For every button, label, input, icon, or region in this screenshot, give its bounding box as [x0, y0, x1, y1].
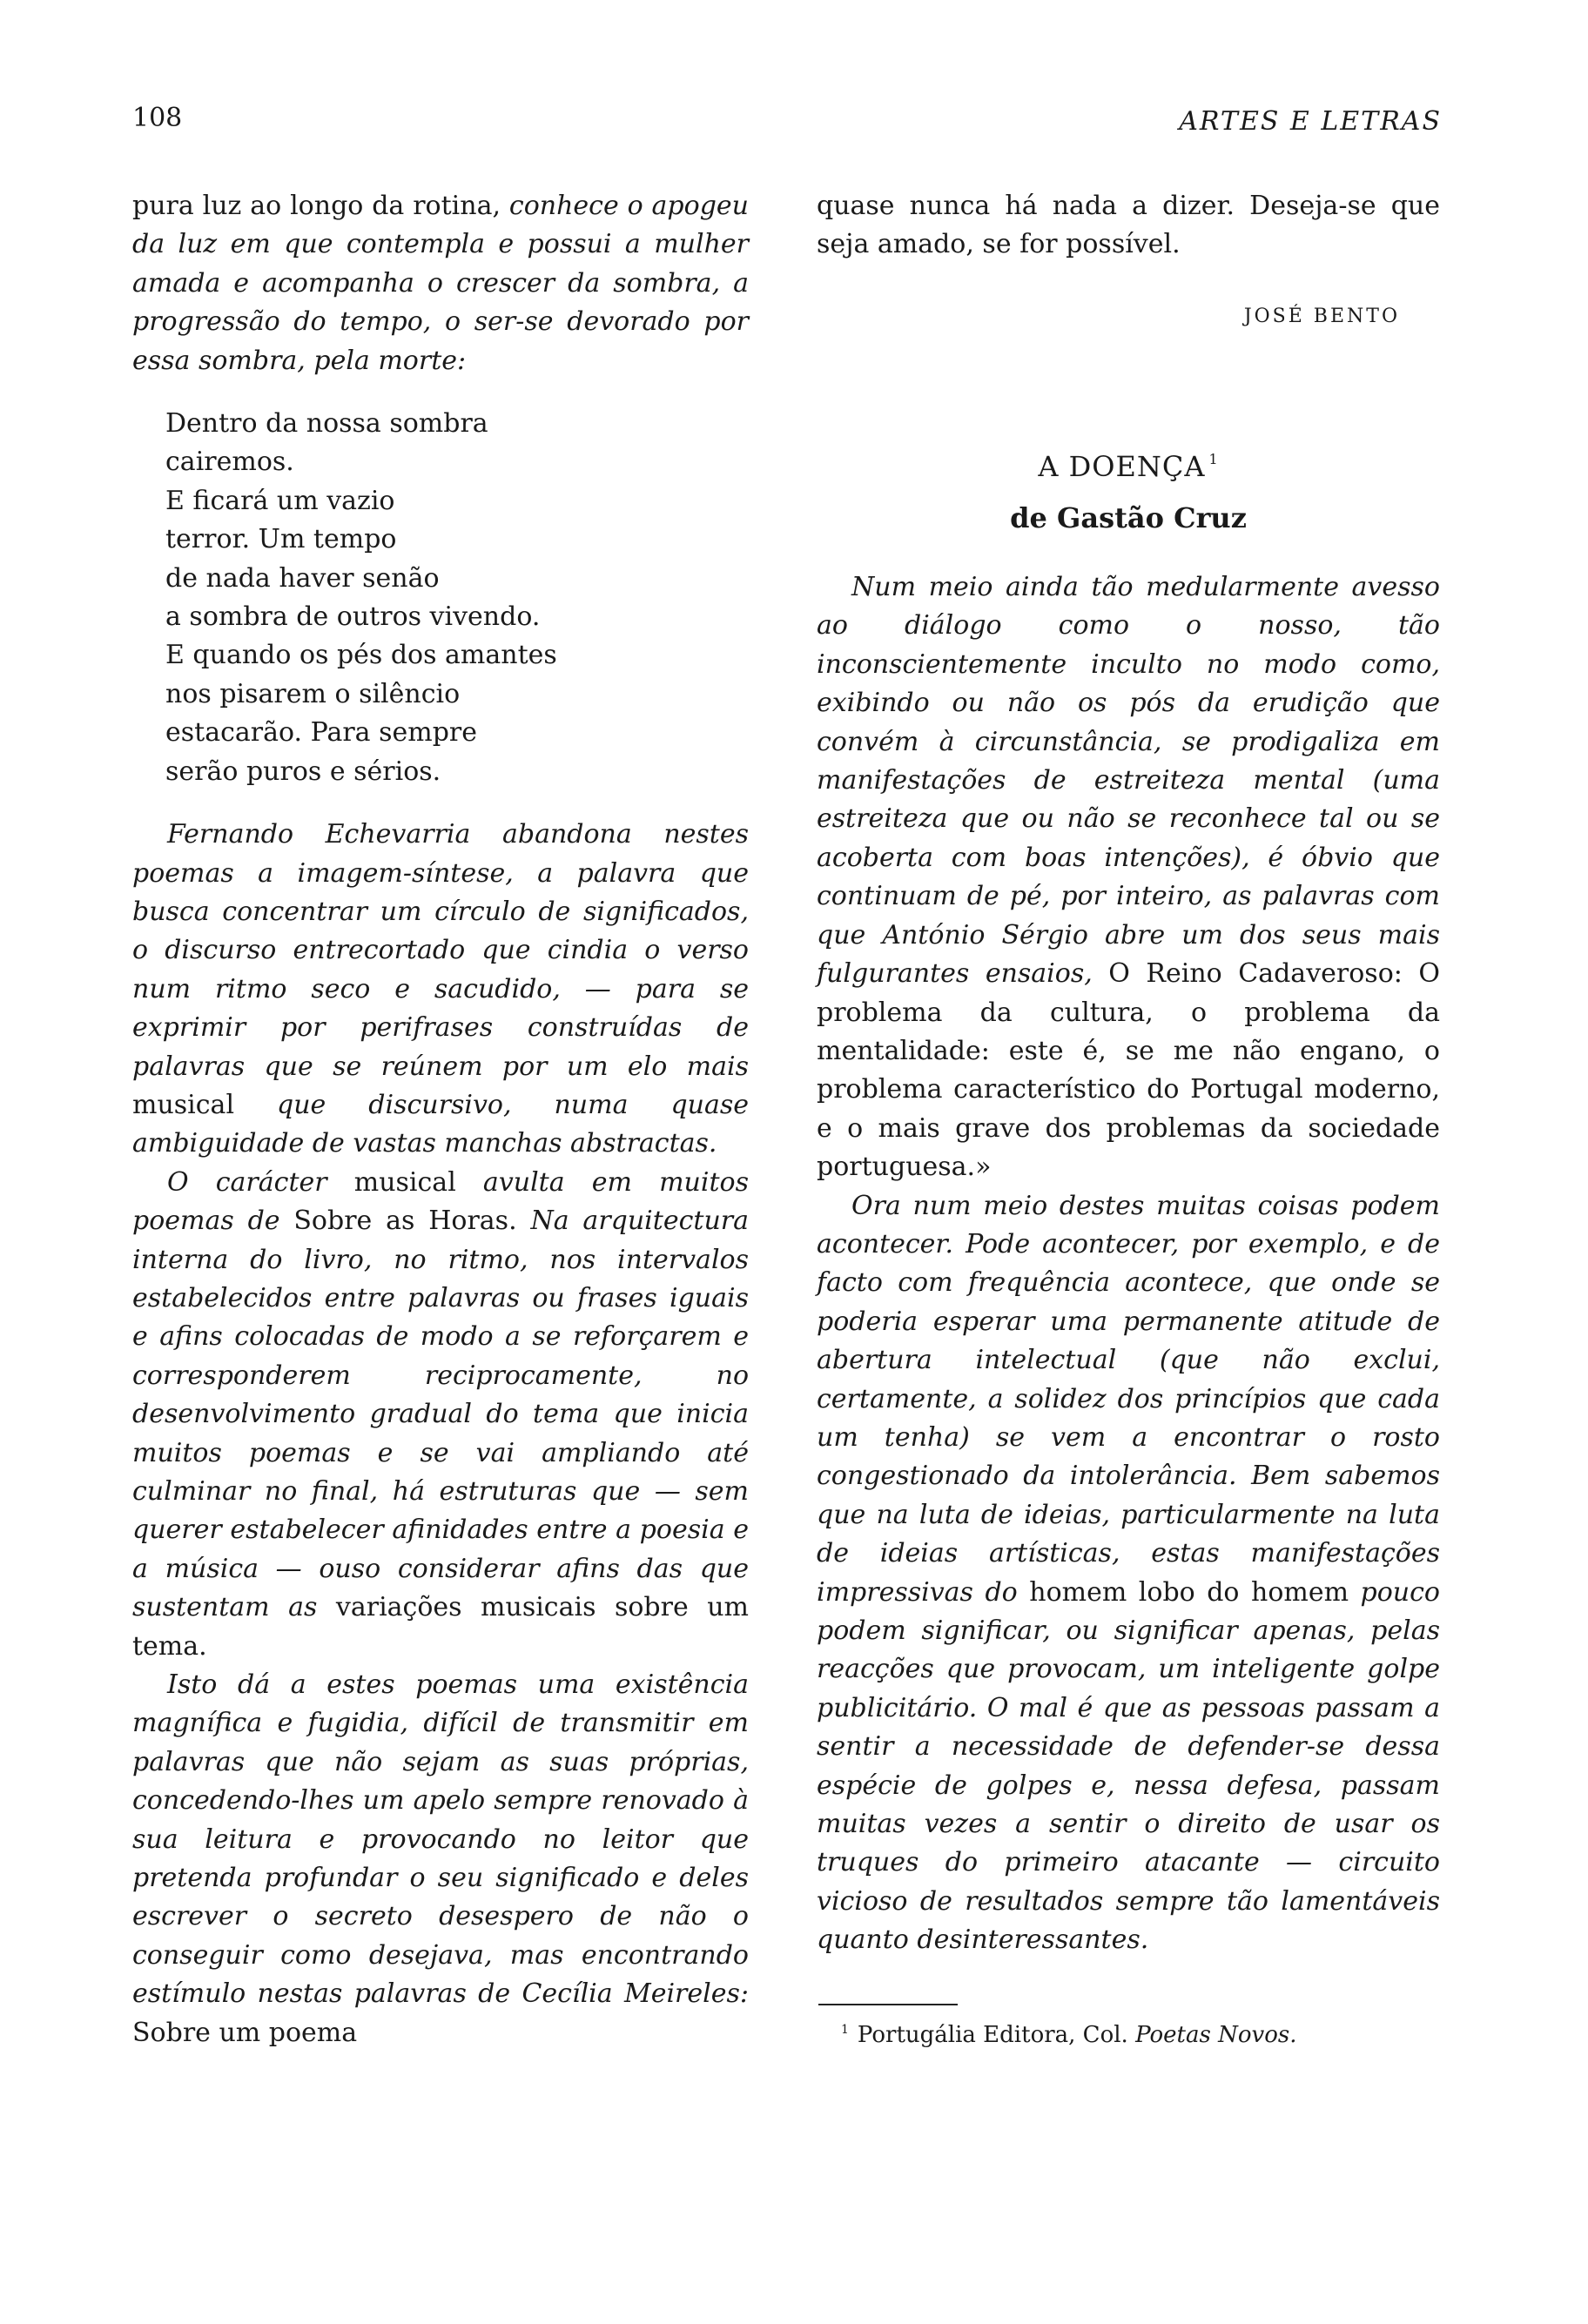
- page-number: 108: [132, 103, 183, 133]
- poem-line: E ficará um vazio: [165, 485, 395, 516]
- p1-text-c: que discursivo, numa quase ambiguidade de vastas manchas abstractas.: [132, 1089, 749, 1159]
- intro-paragraph: [132, 187, 749, 380]
- poem-line: a sombra de outros vivendo.: [165, 601, 541, 633]
- article-author: de Gastão Cruz: [1010, 500, 1247, 534]
- right-column: [817, 187, 1440, 2051]
- footnote: [817, 2014, 1440, 2051]
- footnote-mark: 1: [841, 2022, 849, 2037]
- article-title-text: A DOENÇA: [1038, 450, 1206, 484]
- r2-text-b: homem lobo do homem: [1029, 1576, 1349, 1608]
- continuation-paragraph: quase nunca há nada a dizer. Deseja-se que seja amado, se for possível.: [817, 191, 1440, 260]
- title-footnote-mark: 1: [1208, 451, 1219, 468]
- paragraph-existencia: [132, 1666, 749, 2052]
- intro-italic-text: conhece o apogeu da luz em que contempla e possui a mulher amada e acompanha o crescer da sombra, a progressão do tempo, o ser-se devorado por essa sombra, pela morte:: [132, 191, 749, 376]
- poem-line: Dentro da nossa sombra: [165, 408, 488, 440]
- p2-text-a: O carácter: [167, 1166, 354, 1198]
- poem-line: serão puros e sérios.: [165, 756, 441, 787]
- poem-line: nos pisarem o silêncio: [165, 678, 461, 709]
- p2-book-title: Sobre as Horas.: [293, 1206, 517, 1237]
- r1-text-b: O Reino Cadaveroso: O problema da cultura, o problema da mentalidade: este é, se me não engano, o problema característico do Portugal moderno, e o mais grave dos problemas da sociedade portuguesa.»: [817, 958, 1440, 1183]
- poem-line: terror. Um tempo: [165, 524, 397, 555]
- intro-roman-text: pura luz ao longo da rotina,: [132, 191, 509, 221]
- paragraph-musical: [132, 1164, 749, 1666]
- footnote-rule: [818, 2004, 958, 2005]
- r1-text-a: Num meio ainda tão medularmente avesso ao diálogo como o nosso, tão inconscientemente inculto no modo como, exibindo ou não os pós da erudição que convém à circunstância, se prodigaliza em manifestações de estreiteza mental (uma estreiteza que ou não se reconhece tal ou se acoberta com boas intenções), é óbvio que continuam de pé, por inteiro, as palavras com que António Sérgio abre um dos seus mais fulgurantes ensaios,: [817, 572, 1440, 990]
- poem-line: E quando os pés dos amantes: [165, 640, 557, 671]
- p2-text-f: variações musicais sobre um tema.: [132, 1592, 749, 1662]
- paragraph-meio: [817, 568, 1440, 1187]
- poem-line: cairemos.: [165, 447, 294, 478]
- p1-text-a: Fernando Echevarria abandona nestes poemas a imagem-síntese, a palavra que busca concentrar um círculo de significados, o discurso entrecortado que cindia o verso num ritmo seco e sacudido, — para se exprimir por perifrases construídas de palavras que se reúnem por um elo mais: [132, 819, 749, 1082]
- poem-line: de nada haver senão: [165, 562, 440, 594]
- p1-text-b: musical: [132, 1089, 235, 1120]
- footnote-text-b: Poetas Novos.: [1135, 2021, 1297, 2048]
- running-header-title: ARTES E LETRAS: [1179, 106, 1442, 137]
- p2-text-b: musical: [353, 1166, 456, 1198]
- paragraph-echevarria: [132, 816, 749, 1164]
- footnote-text-a: Portugália Editora, Col.: [857, 2021, 1136, 2048]
- poem-quote: [165, 405, 749, 791]
- left-column: [132, 187, 749, 2052]
- paragraph-ora: [817, 1187, 1440, 1960]
- author-signature: JOSÉ BENTO: [1243, 305, 1400, 327]
- p3-text-a: Isto dá a estes poemas uma existência magnífica e fugidia, difícil de transmitir em palavras que não sejam as suas próprias, concedendo-lhes um apelo sempre renovado à sua leitura e provocando no leitor que pretenda profundar o seu significado e deles escrever o secreto desespero de não o conseguir como desejava, mas encontrando estímulo nestas palavras de Cecília Meireles:: [132, 1669, 749, 2010]
- p3-text-b: Sobre um poema: [132, 2017, 358, 2048]
- article-title: [817, 440, 1440, 486]
- r2-text-a: Ora num meio destes muitas coisas podem acontecer. Pode acontecer, por exemplo, e de facto com frequência acontece, que onde se poderia esperar uma permanente atitude de abertura intelectual (que não exclui, certamente, a solidez dos princípios que cada um tenha) se vem a encontrar o rosto congestionado da intolerância. Bem sabemos que na luta de ideias, particularmente na luta de ideias artísticas, estas manifestações impressivas do: [817, 1190, 1440, 1608]
- poem-line: estacarão. Para sempre: [165, 717, 477, 749]
- p2-text-e: Na arquitectura interna do livro, no ritmo, nos intervalos estabelecidos entre palavras ou frases iguais e afins colocadas de modo a se reforçarem e corresponderem reciprocamente, no desenvolvimento gradual do tema que inicia muitos poemas e se vai ampliando até culminar no final, há estruturas que — sem querer estabelecer afinidades entre a poesia e a música — ouso considerar afins das que sustentam as: [132, 1206, 749, 1623]
- r2-text-c: pouco podem significar, ou significar apenas, pelas reacções que provocam, um inteligente golpe publicitário. O mal é que as pessoas passam a sentir a necessidade de defender-se dessa espécie de golpes e, nessa defesa, passam muitas vezes a sentir o direito de usar os truques do primeiro atacante — circuito vicioso de resultados sempre tão lamentáveis quanto desinteressantes.: [817, 1576, 1440, 1956]
- p2-text-c: avulta em muitos poemas de: [132, 1166, 749, 1237]
